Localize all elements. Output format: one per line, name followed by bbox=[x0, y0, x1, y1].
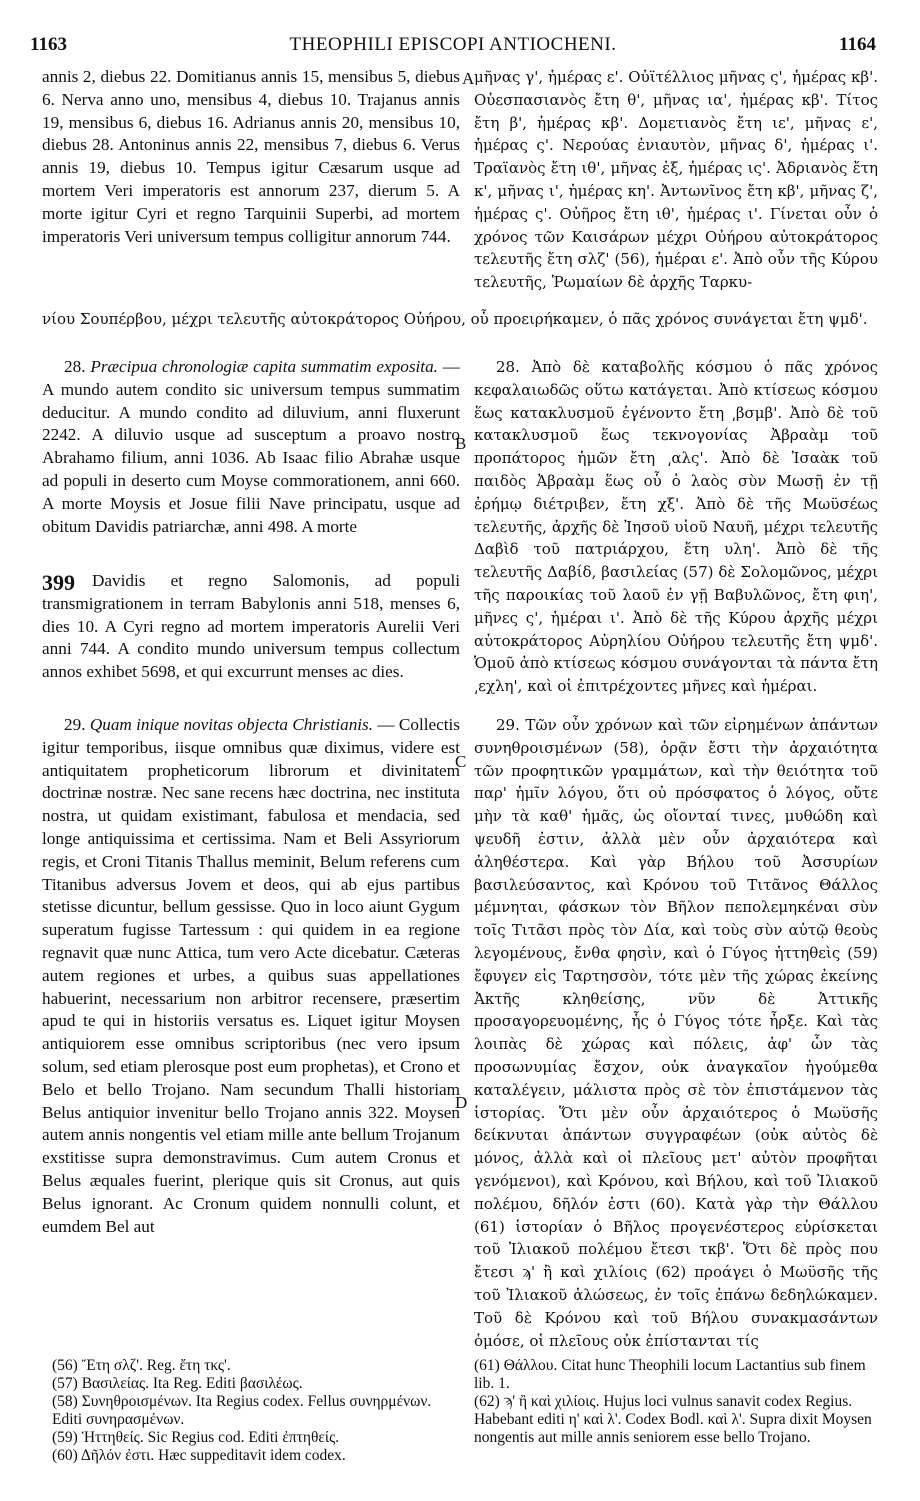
greek-paragraph-1-cont: νίου Σουπέρβου, μέχρι τελευτῆς αὐτοκράτορος Οὐήρου, οὗ προειρήκαμεν, ὁ πᾶς χρόνος συνάγεται ἔτη ψμδ'. bbox=[42, 310, 868, 328]
footnote-61: (61) Θάλλου. Citat hunc Theophili locum Lactantius sub finem lib. 1. bbox=[474, 1357, 866, 1392]
footnote-60: (60) Δῆλόν ἐστι. Hæc suppeditavit idem codex. bbox=[52, 1447, 346, 1464]
page-title: THEOPHILI EPISCOPI ANTIOCHENI. bbox=[289, 34, 617, 55]
latin-section-28-cont: Davidis et regno Salomonis, ad populi transmigrationem in terram Babylonis anni 518, menses 6, dies 10. A Cyri regno ad mortem imperatoris Aurelii Veri anni 744. A condito mundo universum tempus collectum annos exhibet 5698, et qui excurrunt menses ac dies. bbox=[42, 571, 460, 682]
section-number: 28. bbox=[64, 357, 86, 376]
greek-section-29: 29. Τῶν οὖν χρόνων καὶ τῶν εἰρημένων ἁπάντων συνηθροισμένων (58), ὁρᾷν ἔστι τὴν ἀρχαιότητα τῶν προφητικῶν γραμμάτων, καὶ τὴν θειότητα τοῦ παρ' ἡμῖν λόγου, ὅτι οὐ πρόσφατος ὁ λόγος, οὔτε μὴν τὰ καθ' ἡμᾶς, ὡς οἴονταί τινες, μυθώδη καὶ ψευδῆ ἐστιν, ἀλλὰ μὲν οὖν ἀρχαιότερα καὶ ἀληθέστερα. Καὶ γὰρ Βήλου τοῦ Ἀσσυρίων βασιλεύσαντος, καὶ Κρόνου τοῦ Τιτᾶνος Θάλλος μέμνηται, φάσκων τὸν Βῆλον πεπολεμηκέναι σὺν τοῖς Τιτᾶσι πρὸς τὸν Δία, καὶ τοὺς σὺν αὐτῷ θεοὺς λεγομένους, ἔνθα φησὶν, καὶ ὁ Γύγος ἡττηθεὶς (59) ἔφυγεν εἰς Ταρτησσὸν, τότε μὲν τῆς χώρας ἐκείνης Ἀκτῆς κληθείσης, νῦν δὲ Ἀττικῆς προσαγορευομένης, ἧς ὁ Γύγος τότε ἦρξε. Καὶ τὰς λοιπὰς δὲ χώρας καὶ πόλεις, ἀφ' ὧν τὰς προσωνυμίας ἔσχον, οὐκ ἀναγκαῖον ἡγούμεθα καταλέγειν, μάλιστα πρὸς σὲ τὸν ἐπιστάμενον τὰς ἱστορίας. Ὅτι μὲν οὖν ἀρχαιότερος ὁ Μωϋσῆς δείκνυται ἁπάντων συγγραφέων (οὐκ αὐτὸς δὲ μόνος, ἀλλὰ καὶ οἱ πλεῖους μετ' αὐτὸν προφῆται γενόμενοι), καὶ Κρόνου, καὶ Βήλου, καὶ τοῦ Ἰλιακοῦ πολέμου, δῆλόν ἐστι (60). Κατὰ γὰρ τὴν Θάλλου (61) ἱστορίαν ὁ Βῆλος προγενέστερος εὑρίσκεται τοῦ Ἰλιακοῦ πολέμου ἔτεσι τκβ'. Ὅτι δὲ πρὸς που ἔτεσι ϡ' ἢ καὶ χιλίοις (62) προάγει ὁ Μωϋσῆς τῆς τοῦ Ἰλιακοῦ ἁλώσεως, ἐν τοῖς ἐπάνω δεδηλώκαμεν. Τοῦ δὲ Κρόνου καὶ τοῦ Βήλου συνακμασάντων ὁμόσε, οἱ πλεῖους οὐκ ἐπίστανται τίς bbox=[474, 716, 878, 1350]
footnotes-left bbox=[52, 1357, 452, 1465]
footnotes-right bbox=[474, 1357, 878, 1447]
latin-section-29 bbox=[42, 714, 460, 1354]
section-text: — Collectis igitur temporibus, iisque omnibus quæ diximus, videre est antiquitatem propheticorum librorum et divinitatem doctrinæ nostræ. Nec sane recens hæc doctrina, nec instituta nostra, ut quidam existimant, fabulosa et mendacia, sed longe antiquissima et certissima. Nam et Beli Assyriorum regis, et Croni Titanis Thallus meminit, Belum referens cum Titanibus adversus Jovem et deos, qui ab ejus partibus stetisse dicuntur, bellum gessisse. Quo in loco aiunt Gygum superatum fugisse Tartessum : qui quidem in ea regione regnavit quæ nunc Attica, tum vero Acte dicebatur. Cæteras autem regiones et urbes, a quibus suas appellationes habuerint, necessarium non arbitror recensere, præsertim apud te qui in historiis versatus es. Liquet igitur Moysen antiquiorem esse omnibus scriptoribus (nec vero ipsum solum, sed etiam plerosque post eum prophetas), et Crono et Belo et bello Trojano. Nam secundum Thalli historiam Belus antiquior invenitur bello Trojano annis 322. Moysen autem annis nongentis vel etiam mille ante bellum Trojanum exstitisse supra demonstravimus. Cum autem Cronus et Belus æquales fuerint, plerique quis sit Cronus, aut quis Belus ignorant. Ac Cronum quidem nonnulli colunt, et eumdem Bel aut bbox=[42, 715, 460, 1236]
running-header bbox=[30, 34, 876, 60]
section-number: 29. bbox=[64, 715, 86, 734]
greek-section-28: 28. Ἀπὸ δὲ καταβολῆς κόσμου ὁ πᾶς χρόνος κεφαλαιωδῶς οὕτω κατάγεται. Ἀπὸ κτίσεως κόσμου ἕως κατακλυσμοῦ ἐγένοντο ἔτη ͵βσμβ'. Ἀπὸ δὲ τοῦ κατακλυσμοῦ ἕως τεκνογονίας Ἀβραὰμ τοῦ προπάτορος ἡμῶν ἔτη ͵αλς'. Ἀπὸ δὲ Ἰσαὰκ τοῦ παιδὸς Ἀβραὰμ ἕως οὗ ὁ λαὸς σὺν Μωσῇ ἐν τῇ ἐρήμῳ διέτριβεν, ἔτη χξ'. Ἀπὸ δὲ τῆς Μωϋσέως τελευτῆς, ἀρχῆς δὲ Ἰησοῦ υἱοῦ Ναυῆ, μέχρι τελευτῆς Δαβὶδ τοῦ πατριάρχου, ἔτη υλη'. Ἀπὸ δὲ τῆς τελευτῆς Δαβίδ, βασιλείας (57) δὲ Σολομῶνος, μέχρι τῆς παροικίας τοῦ λαοῦ ἐν γῇ Βαβυλῶνος, ἔτη φιη', μῆνες ς', ἡμέραι ι'. Ἀπὸ δὲ τῆς Κύρου ἀρχῆς μέχρι αὐτοκράτορος Αὐρηλίου Οὐήρου τελευτῆς ἔτη ψμδ'. Ὁμοῦ ἀπὸ κτίσεως κόσμου συνάγονται τὰ πάντα ἔτη ͵εχλη', καὶ οἱ ἐπιτρέχοντες μῆνες καὶ ἡμέραι. bbox=[474, 358, 878, 696]
margin-mark-b: B bbox=[455, 434, 467, 453]
page-number-left: 1163 bbox=[30, 34, 67, 55]
footnote-56: (56) Ἔτη σλζ'. Reg. ἔτη τκς'. bbox=[52, 1357, 231, 1374]
footnote-58: (58) Συνηθροισμένων. Ita Regius codex. Fellus συνηρμένων. Editi συνηρασμένων. bbox=[52, 1393, 432, 1428]
margin-mark-d: D bbox=[455, 1093, 468, 1112]
footnote-62: (62) ϡ' ἢ καὶ χιλίοις. Hujus loci vulnus sanavit codex Regius. Habebant editi η' καὶ λ'. Codex Bodl. καὶ λ'. Supra dixit Moysen nongentis aut mille annis seniorem esse bello Trojano. bbox=[474, 1393, 872, 1446]
page-number-right: 1164 bbox=[839, 34, 876, 55]
latin-section-28 bbox=[42, 356, 460, 568]
section-title: Præcipua chronologiæ capita summatim exposita. bbox=[90, 357, 438, 376]
latin-paragraph-1: annis 2, diebus 22. Domitianus annis 15, mensibus 5, diebus 6. Nerva anno uno, mensibus 4, diebus 10. Trajanus annis 19, mensibus 6, diebus 16. Adrianus annis 20, mensibus 10, diebus 28. Antoninus annis 22, mensibus 7, diebus 6. Verus annis 19, diebus 10. Tempus igitur Cæsarum usque ad mortem Veri imperatoris est annorum 237, dierum 5. A morte igitur Cyri et regno Tarquinii Superbi, ad mortem imperatoris Veri universum tempus colligitur annorum 744. bbox=[42, 67, 460, 246]
margin-mark-a: A bbox=[462, 69, 475, 88]
section-text: — A mundo autem condito sic universum tempus summatim deducitur. A mundo condito ad diluvium, anni fluxerunt 2242. A diluvio usque ad susceptum a proavo nostro Abrahamo filium, anni 1036. Ab Isaac filio Abrahæ usque ad populi in deserto cum Moyse commorationem, anni 660. A morte Moysis et Josue filii Nave principatu, usque ad obitum Davidis patriarchæ, anni 498. A morte bbox=[42, 357, 460, 536]
margin-mark-c: C bbox=[455, 752, 467, 771]
footnote-57: (57) Βασιλείας. Ita Reg. Editi βασιλέως. bbox=[52, 1375, 303, 1392]
greek-paragraph-1: μῆνας γ', ἡμέρας ε'. Οὐϊτέλλιος μῆνας ς', ἡμέρας κβ'. Οὐεσπασιανὸς ἔτη θ', μῆνας ια', ἡμέρας κβ'. Τίτος ἔτη β', ἡμέρας κβ'. Δομετιανὸς ἔτη ιε', μῆνας ε', ἡμέρας ς'. Νερούας ἐνιαυτὸν, μῆνας δ', ἡμέρας ι'. Τραϊανὸς ἔτη ιθ', μῆνας ἑξ, ἡμέρας ις'. Ἀδριανὸς ἔτη κ', μῆνας ι', ἡμέρας κη'. Ἀντωνῖνος ἔτη κβ', μῆνας ζ', ἡμέρας ς'. Οὐῆρος ἔτη ιθ', ἡμέρας ι'. Γίνεται οὖν ὁ χρόνος τῶν Καισάρων μέχρι Οὐήρου αὐτοκράτορος τελευτῆς ἔτη σλζ' (56), ἡμέραι ε'. Ἀπὸ οὖν τῆς Κύρου τελευτῆς, Ῥωμαίων δὲ ἀρχῆς Ταρκυ- bbox=[474, 68, 878, 292]
column-number: 399 bbox=[42, 570, 75, 595]
section-title: Quam inique novitas objecta Christianis. bbox=[89, 715, 374, 734]
footnote-59: (59) Ἡττηθείς. Sic Regius cod. Editi ἐπτηθείς. bbox=[52, 1429, 340, 1446]
